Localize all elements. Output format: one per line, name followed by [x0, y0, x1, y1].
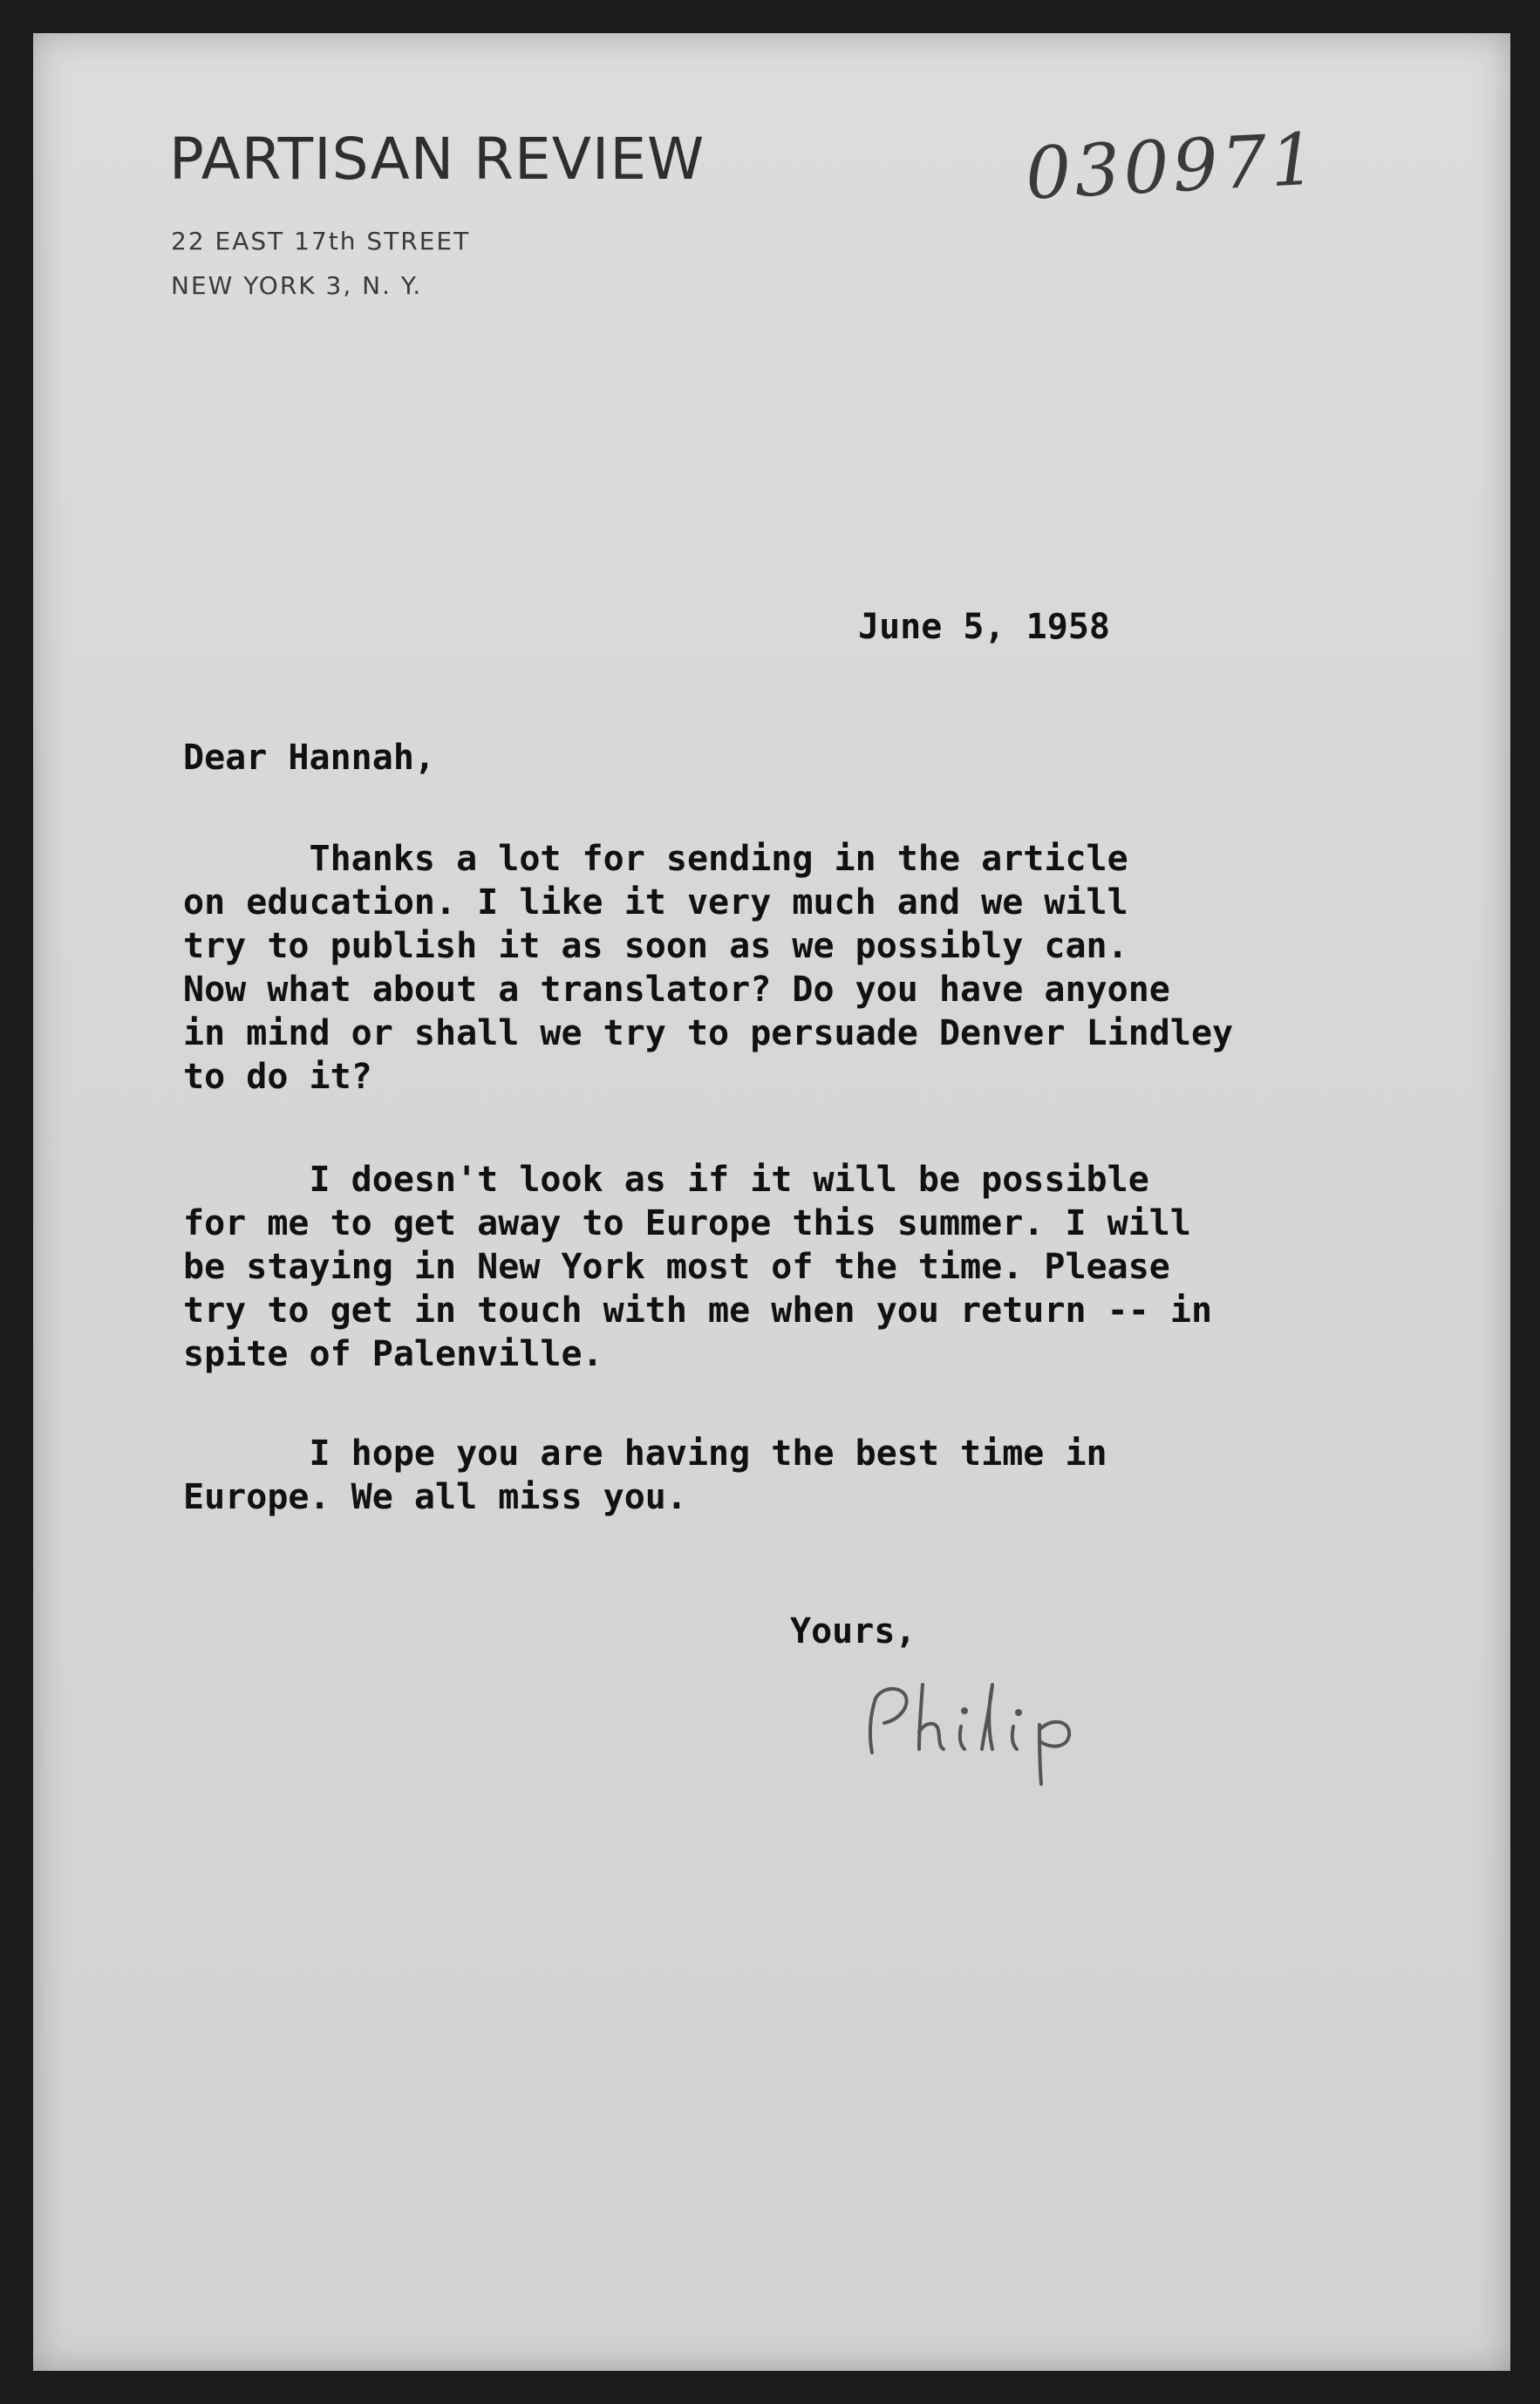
letter-paragraph-1: Thanks a lot for sending in the article on education. I like it very much and we will try to publish it as soon as we possibly can. Now what about a translator? Do you have anyone in mind or shall we try to persuade Denver Lindley to do it?: [183, 839, 1234, 1097]
letter-salutation: Dear Hannah,: [183, 738, 435, 778]
letter-date: June 5, 1958: [858, 607, 1110, 647]
handwritten-signature: [853, 1672, 1237, 1794]
letterhead-address-city: NEW YORK 3, N. Y.: [171, 271, 423, 300]
letter-paragraph-2: I doesn't look as if it will be possible for me to get away to Europe this summer. I will be staying in New York most of the time. Please try to get in touch with me when you return -- in spite of Palenville.: [183, 1160, 1213, 1374]
letterhead-title: PARTISAN REVIEW: [169, 126, 705, 193]
letter-closing: Yours,: [790, 1611, 917, 1651]
letterhead-address-street: 22 EAST 17th STREET: [171, 227, 471, 255]
handwritten-archive-number: 030971: [1023, 118, 1322, 216]
letter-paragraph-3: I hope you are having the best time in Europe. We all miss you.: [183, 1434, 1107, 1517]
letter-page: [33, 33, 1510, 2371]
